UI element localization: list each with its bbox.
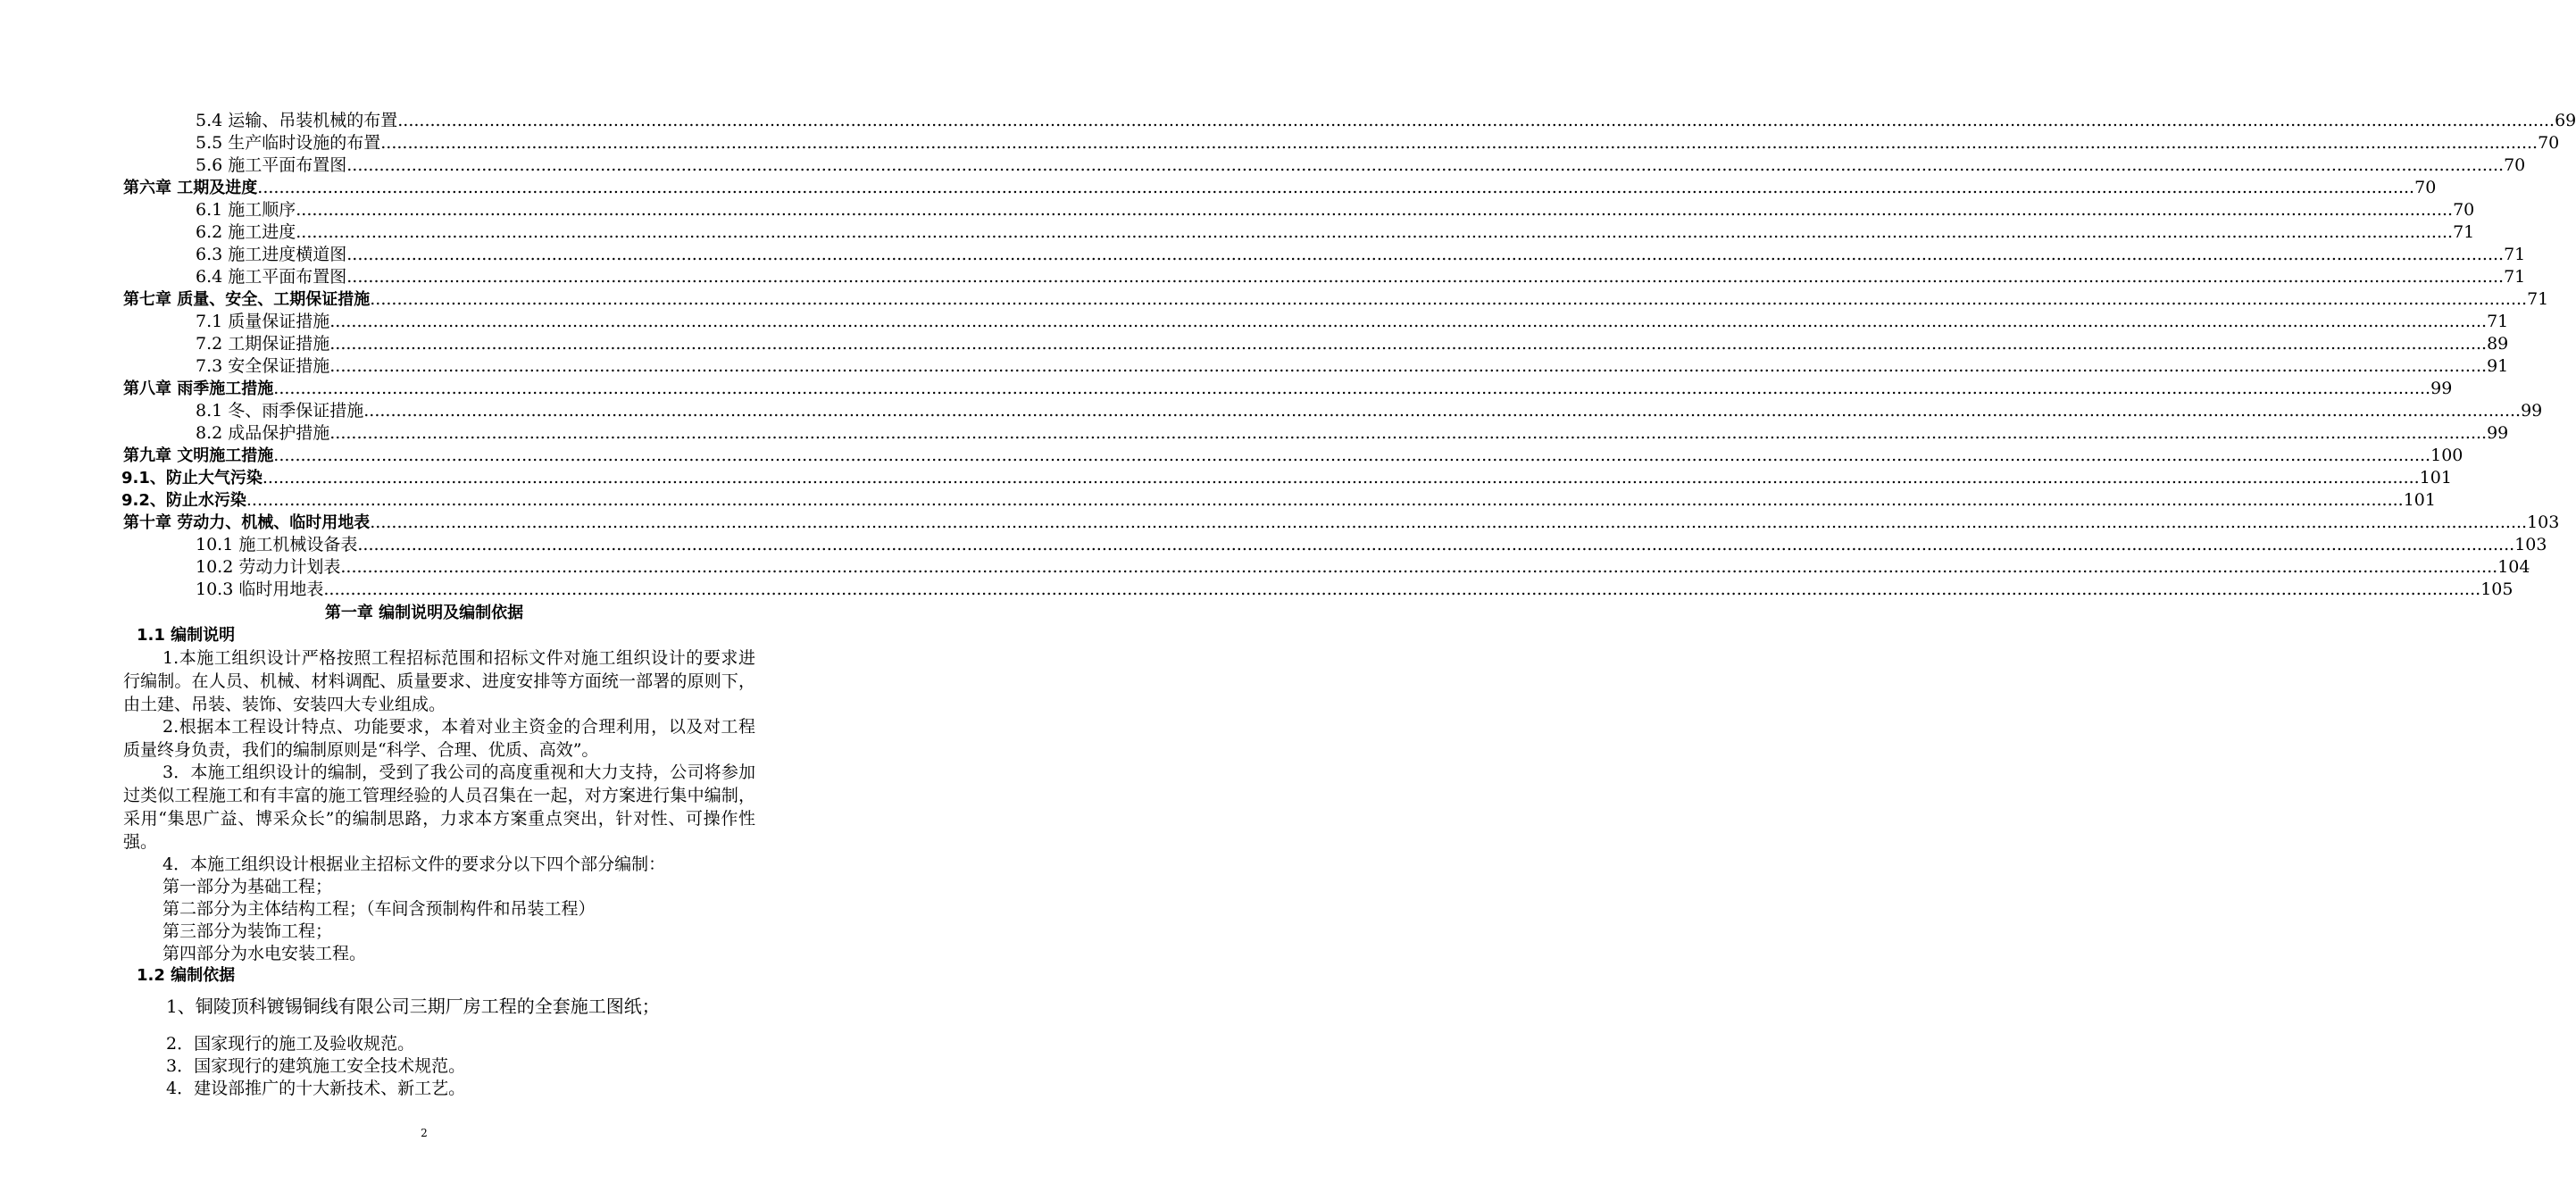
toc-entry-title: 10.1 施工机械设备表 [196, 535, 358, 554]
basis-item-1: 1、铜陵顶科镀锡铜线有限公司三期厂房工程的全套施工图纸； [166, 996, 660, 1017]
paragraph-4: 4．本施工组织设计根据业主招标文件的要求分以下四个部分编制： [163, 854, 666, 874]
toc-entry-title: 第八章 雨季施工措施 [123, 379, 274, 398]
toc-entry [0, 556, 2530, 579]
toc-entry-page: 103 [2514, 535, 2547, 554]
toc-dot-leader: ................................................................................................................................................................................................................................................................................................................................................................................................................ [397, 111, 2555, 130]
toc-entry-title: 6.1 施工顺序 [196, 200, 296, 220]
toc-entry-title: 6.3 施工进度横道图 [196, 245, 347, 264]
toc-entry-title: 9.2、防止水污染 [121, 491, 246, 510]
toc-dot-leader: ................................................................................................................................................................................................................................................................................................................................................................................................................ [380, 133, 2538, 153]
part-line-4: 第四部分为水电安装工程。 [163, 944, 367, 963]
toc-entry-page: 101 [2403, 490, 2436, 510]
toc-entry-page: 70 [2453, 200, 2475, 220]
toc-entry-title: 8.1 冬、雨季保证措施 [196, 401, 364, 421]
section-title-1-2: 1.2 编制依据 [137, 966, 236, 985]
toc-entry-title: 9.1、防止大气污染 [121, 469, 263, 488]
toc-entry-page: 91 [2487, 356, 2509, 376]
toc-entry-title: 5.6 施工平面布置图 [196, 155, 347, 175]
toc-entry [0, 400, 2543, 422]
toc-dot-leader: ................................................................................................................................................................................................................................................................................................................................................................................................................ [257, 178, 2415, 197]
toc-entry [0, 266, 2526, 288]
toc-entry-page: 101 [2419, 468, 2452, 488]
toc-dot-leader: ................................................................................................................................................................................................................................................................................................................................................................................................................ [370, 512, 2528, 532]
toc-entry-title: 5.5 生产临时设施的布置 [196, 133, 381, 153]
toc-entry [0, 467, 2452, 489]
toc-entry [0, 177, 2437, 199]
toc-entry [0, 355, 2509, 378]
toc-entry [0, 489, 2436, 512]
toc-entry [0, 422, 2509, 445]
toc-dot-leader: ................................................................................................................................................................................................................................................................................................................................................................................................................ [357, 535, 2515, 554]
toc-entry-title: 第七章 质量、安全、工期保证措施 [123, 290, 371, 309]
toc-entry-page: 105 [2480, 579, 2513, 599]
toc-entry [0, 199, 2475, 221]
toc-dot-leader: ................................................................................................................................................................................................................................................................................................................................................................................................................ [346, 155, 2505, 175]
toc-dot-leader: ................................................................................................................................................................................................................................................................................................................................................................................................................ [323, 579, 2481, 599]
toc-entry-page: 99 [2430, 379, 2453, 398]
toc-entry-title: 5.4 运输、吊装机械的布置 [196, 111, 398, 130]
toc-dot-leader: ................................................................................................................................................................................................................................................................................................................................................................................................................ [262, 468, 2420, 488]
toc-entry-title: 8.2 成品保护措施 [196, 423, 330, 443]
toc-entry-page: 71 [2527, 289, 2549, 309]
part-line-2: 第二部分为主体结构工程；（车间含预制构件和吊装工程） [163, 899, 596, 919]
basis-item-4: 4．建设部推广的十大新技术、新工艺。 [166, 1079, 466, 1098]
toc-entry-title: 6.2 施工进度 [196, 222, 296, 242]
toc-entry-page: 69 [2555, 111, 2576, 130]
toc-entry-title: 7.3 安全保证措施 [196, 356, 330, 376]
toc-dot-leader: ................................................................................................................................................................................................................................................................................................................................................................................................................ [296, 200, 2454, 220]
toc-entry-title: 7.1 质量保证措施 [196, 312, 330, 331]
toc-dot-leader: ................................................................................................................................................................................................................................................................................................................................................................................................................ [363, 401, 2522, 421]
toc-dot-leader: ................................................................................................................................................................................................................................................................................................................................................................................................................ [329, 423, 2488, 443]
table-of-contents [0, 110, 2576, 601]
toc-entry [0, 579, 2513, 601]
toc-entry-page: 99 [2487, 423, 2509, 443]
toc-entry [0, 512, 2560, 534]
part-line-3: 第三部分为装饰工程； [163, 921, 333, 941]
toc-dot-leader: ................................................................................................................................................................................................................................................................................................................................................................................................................ [246, 490, 2404, 510]
basis-item-3: 3．国家现行的建筑施工安全技术规范。 [166, 1056, 466, 1076]
toc-dot-leader: ................................................................................................................................................................................................................................................................................................................................................................................................................ [329, 312, 2488, 331]
toc-dot-leader: ................................................................................................................................................................................................................................................................................................................................................................................................................ [370, 289, 2528, 309]
toc-entry-page: 71 [2453, 222, 2475, 242]
paragraph-3: 3．本施工组织设计的编制，受到了我公司的高度重视和大力支持，公司将参加过类似工程施工和有丰富的施工管理经验的人员召集在一起，对方案进行集中编制，采用“集思广益、博采众长”的编制思路，力求本方案重点突出，针对性、可操作性强。 [123, 762, 755, 852]
toc-entry [0, 110, 2576, 132]
part-line-1: 第一部分为基础工程； [163, 877, 333, 896]
toc-dot-leader: ................................................................................................................................................................................................................................................................................................................................................................................................................ [346, 245, 2505, 264]
toc-dot-leader: ................................................................................................................................................................................................................................................................................................................................................................................................................ [340, 557, 2498, 577]
toc-entry-page: 70 [2504, 155, 2526, 175]
toc-entry [0, 311, 2509, 333]
toc-dot-leader: ................................................................................................................................................................................................................................................................................................................................................................................................................ [329, 356, 2488, 376]
toc-entry-title: 7.2 工期保证措施 [196, 334, 330, 354]
toc-entry-page: 70 [2414, 178, 2437, 197]
toc-entry-page: 104 [2497, 557, 2530, 577]
section-title-1-1: 1.1 编制说明 [137, 626, 236, 645]
toc-entry [0, 378, 2453, 400]
toc-entry-title: 6.4 施工平面布置图 [196, 267, 347, 287]
toc-dot-leader: ................................................................................................................................................................................................................................................................................................................................................................................................................ [273, 379, 2431, 398]
toc-dot-leader: ................................................................................................................................................................................................................................................................................................................................................................................................................ [273, 446, 2431, 465]
toc-dot-leader: ................................................................................................................................................................................................................................................................................................................................................................................................................ [346, 267, 2505, 287]
toc-entry-title: 10.3 临时用地表 [196, 579, 324, 599]
chapter-title: 第一章 编制说明及编制依据 [324, 604, 524, 622]
toc-entry [0, 445, 2463, 467]
toc-entry [0, 244, 2526, 266]
toc-entry-page: 70 [2538, 133, 2560, 153]
toc-entry [0, 154, 2526, 177]
toc-entry-title: 第九章 文明施工措施 [123, 446, 274, 465]
toc-entry-page: 100 [2430, 446, 2463, 465]
paragraph-1: 1.本施工组织设计严格按照工程招标范围和招标文件对施工组织设计的要求进行编制。在人员、机械、材料调配、质量要求、进度安排等方面统一部署的原则下，由土建、吊装、装饰、安装四大专业组成。 [123, 648, 755, 714]
toc-entry [0, 288, 2549, 311]
toc-entry-title: 10.2 劳动力计划表 [196, 557, 341, 577]
toc-entry-page: 71 [2504, 245, 2526, 264]
page-number: 2 [421, 1127, 428, 1139]
toc-entry [0, 534, 2547, 556]
toc-dot-leader: ................................................................................................................................................................................................................................................................................................................................................................................................................ [296, 222, 2454, 242]
toc-entry-page: 89 [2487, 334, 2509, 354]
basis-item-2: 2．国家现行的施工及验收规范。 [166, 1034, 415, 1054]
toc-entry-page: 71 [2487, 312, 2509, 331]
toc-entry-page: 103 [2527, 512, 2560, 532]
toc-entry-page: 71 [2504, 267, 2526, 287]
toc-entry [0, 132, 2560, 154]
toc-entry-page: 99 [2521, 401, 2543, 421]
toc-entry-title: 第六章 工期及进度 [123, 179, 258, 197]
paragraph-2: 2.根据本工程设计特点、功能要求，本着对业主资金的合理利用，以及对工程质量终身负责，我们的编制原则是“科学、合理、优质、高效”。 [123, 717, 755, 760]
toc-entry-title: 第十章 劳动力、机械、临时用地表 [123, 513, 371, 532]
toc-entry [0, 221, 2475, 244]
toc-dot-leader: ................................................................................................................................................................................................................................................................................................................................................................................................................ [329, 334, 2488, 354]
toc-entry [0, 333, 2509, 355]
